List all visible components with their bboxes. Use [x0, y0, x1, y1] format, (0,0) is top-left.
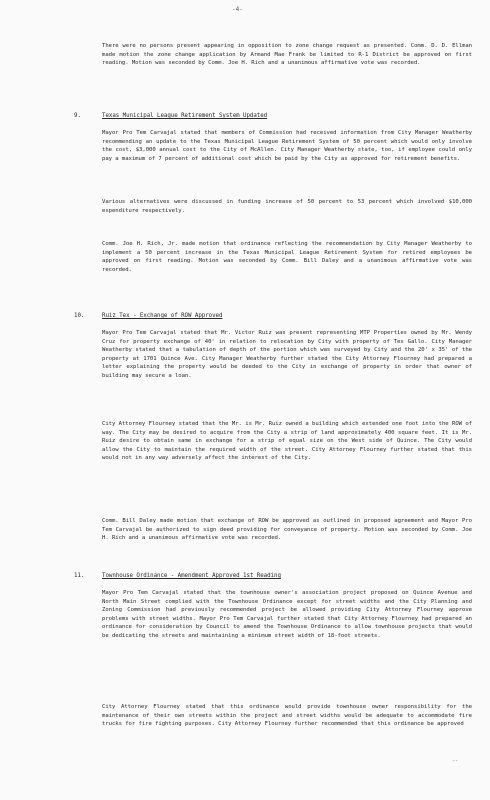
paragraph-row-exchange-intro: Mayor Pro Tem Carvajal stated that Mr. Victor Ruiz was present representing MTP Properties owned by Mr. Wendy Cruz for property exchange of 40' in relation to relocation by City with property of Tex Gallo. City Manager Weatherby stated that a tabulation of depth of the portion which was surveyed by City and the 20' x 35' of the property at 1701 Quince Ave. City Manager Weatherby further stated the City Attorney Flourney had prepared a letter explaining the property would be deeded to the City in exchange of property in order that owner of building may secure a loan. — [102, 330, 476, 379]
paragraph-retirement-alternatives: Various alternatives were discussed in funding increase of 50 percent to 53 percent which involved $10,000 expenditure respectively. — [102, 199, 476, 214]
paragraph-zone-change-motion: There were no persons present appearing in opposition to zone change request as presented. Comm. D. D. Ellman made motion the zone change application by Armand Mae Frank be limited to R-1 District be approved on first reading. Motion was seconded by Comm. Joe H. Rich and a unanimous affirmative vote was recorded. — [102, 43, 476, 67]
margin-note: -- — [452, 758, 459, 764]
paragraph-townhouse-intro: Mayor Pro Tem Carvajal stated that the townhouse owner's association project proposed on Quince Avenue and North Main Street complied with the Townhouse Ordinance except for street widths and the City Planning and Zoning Commission had previously recommended project be allowed providing City Attorney Flourney approve problems with street widths. Mayor Pro Tem Carvajal further stated that City Attorney Flourney had prepared an ordinance for consideration by Council to amend the Townhouse Ordinance to allow townhouse projects that would be dedicating the streets and maintaining a minimum street width of 18-foot streets. — [102, 590, 476, 639]
item-number: 9. — [74, 113, 81, 119]
paragraph-row-exchange-motion: Comm. Bill Daley made motion that exchange of ROW be approved as outlined in proposed agreement and Mayor Pro Tem Carvajal be authorized to sign deed providing for conveyance of property. Motion was seconded by Comm. Joe H. Rich and a unanimous affirmative vote was recorded. — [102, 518, 476, 542]
paragraph-retirement-motion: Comm. Joe H. Rich, Jr. made motion that ordinance reflecting the recommendation by City Manager Weatherby to implement a 50 percent increase in the Texas Municipal League Retirement System for retired employees be approved on first reading. Motion was seconded by Comm. Bill Daley and a unanimous affirmative vote was recorded. — [102, 241, 476, 273]
item-title: Texas Municipal League Retirement System Updated — [102, 113, 268, 119]
item-number: 11. — [74, 573, 85, 579]
paragraph-retirement-info: Mayor Pro Tem Carvajal stated that members of Commission had received information from City Manager Weatherby recommending an update to the Texas Municipal League Retirement System of 50 percent which would only involve the cost, $3,000 annual cost to the City of McAllen. City Manager Weatherby state, too, if employee could only pay a maximum of 7 percent of additional cost which be paid by the City as approved for retirement benefits. — [102, 130, 476, 162]
item-title: Townhouse Ordinance - Amendment Approved 1st Reading — [102, 573, 281, 579]
item-number: 10. — [74, 313, 85, 319]
page-number: -4- — [232, 6, 243, 13]
paragraph-row-exchange-details: City Attorney Flourney stated that the Mr. is Mr. Ruiz owned a building which extended one foot into the ROW of way. The City may be desired to acquire from the City a strip of land approximately 400 square feet. It is Mr. Ruiz desire to obtain same in exchange for a strip of equal size on the West side of Quince. The City would allow the City to maintain the required width of the street. City Attorney Flourney further stated that this would not in any way adversely affect the interest of the City. — [102, 421, 476, 462]
item-title: Ruiz Tex - Exchange of ROW Approved — [102, 313, 223, 319]
paragraph-townhouse-attorney: City Attorney Flourney stated that this ordinance would provide townhouse owner responsibility for the maintenance of their own streets within the project and street widths would be adequate to accommodate fire trucks for fire fighting purposes. City Attorney Flourney further recommended that this ordinance be approved — [102, 704, 476, 728]
